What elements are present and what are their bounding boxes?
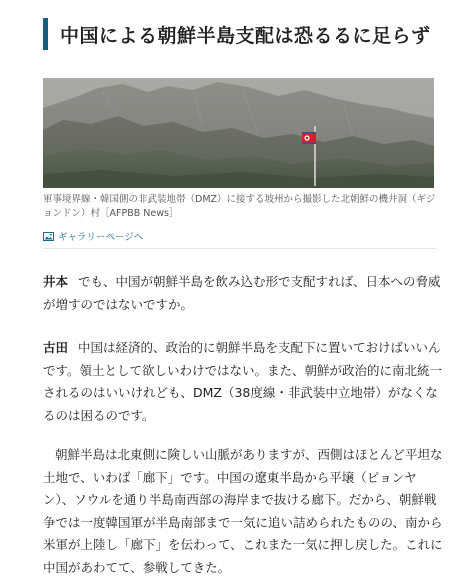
gallery-link-label: ギャラリーページへ [58,232,144,243]
gallery-page-link[interactable] [43,229,143,243]
dialogue-paragraph [43,271,443,316]
paragraph-text: 中国は経済的、政治的に朝鮮半島を支配下に置いておけばいいんです。領土として欲しいわけではない。また、朝鮮が政治的に南北統一されるのはいいけれども、DMZ（38度線・非武装中立地帯）がなくなるのは困るのです。 [43,340,443,423]
photo-caption: 軍事境界線・韓国側の非武装地帯（DMZ）に接する坡州から撮影した北朝鮮の機井洞（ギジョンドン）村［AFPBB News］ [43,194,436,219]
dialogue-paragraph [43,337,443,427]
image-gallery-icon [43,232,54,241]
paragraph-text: でも、中国が朝鮮半島を飲み込む形で支配すれば、日本への脅威が増すのではないですか。 [43,274,441,312]
paragraph-text: 朝鮮半島は北東側に険しい山脈がありますが、西側はほとんど平坦な土地で、いわば「廊下」です。中国の遼東半島から平壌（ピョンヤン）、ソウルを通り半島南西部の海岸まで抜ける廊下。だから、朝鮮戦争では一度韓国軍が半島南部まで一気に追い詰められたものの、南から米軍が上陸し「廊下」を伝わって、これまた一気に押し戻した。これに中国があわてて、参戦してきた。 [43,447,443,575]
speaker-name: 井本 [43,274,69,289]
article-photo[interactable] [43,78,434,188]
headline-text: 中国による朝鮮半島支配は恐るるに足らず [60,24,431,47]
dmz-landscape-photo [43,78,434,188]
dialogue-paragraph [43,444,443,579]
section-divider [43,248,436,249]
speaker-name: 古田 [43,340,69,355]
article-headline [43,18,443,50]
